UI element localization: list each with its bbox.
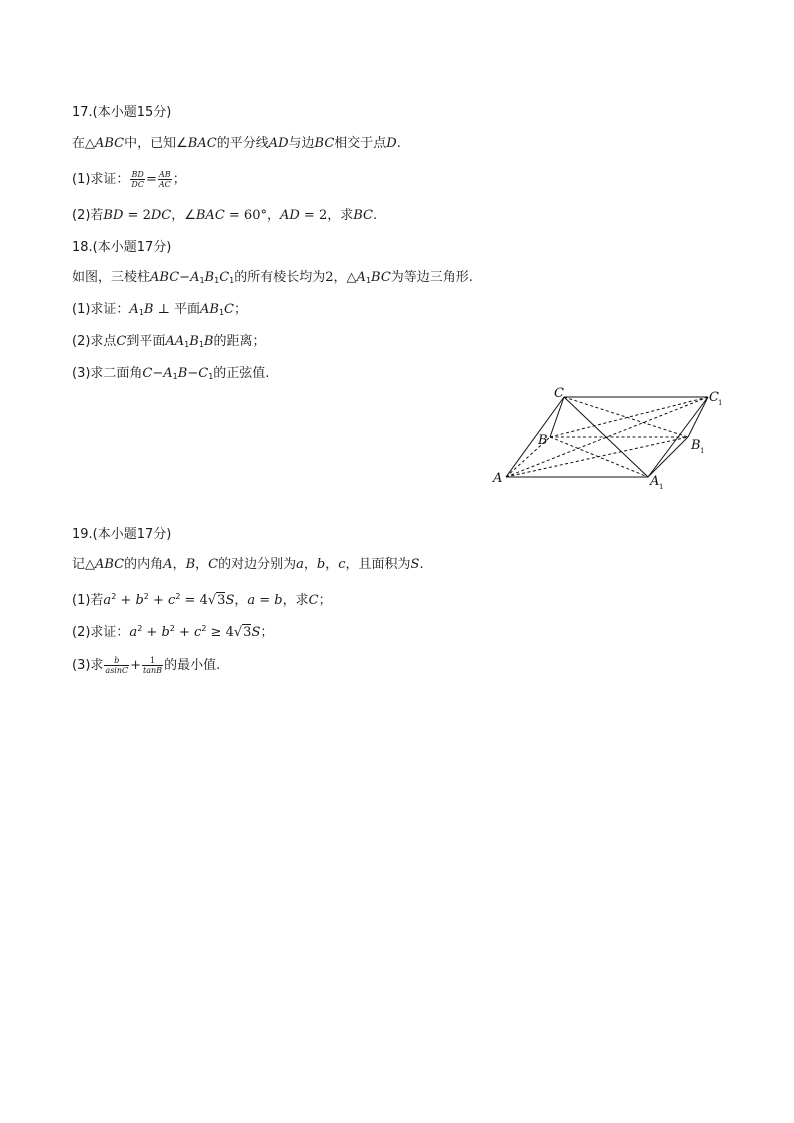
edge-b1-c1 xyxy=(688,397,708,437)
problem-18-q2: (2)求点C到平面$AA_1B_1B$的距离； xyxy=(72,334,266,349)
label-b1-sub: 1 xyxy=(700,447,705,455)
edge-a1-b1 xyxy=(648,437,688,477)
prism-figure xyxy=(488,382,728,492)
edge-b-c1 xyxy=(550,397,708,437)
fraction-bd-dc: $\frac{BD}{DC}$ xyxy=(131,170,144,189)
label-c: C xyxy=(554,386,564,401)
edge-a-b1 xyxy=(506,437,688,477)
problem-19-q3: (3)求 $\frac{b}{asinC}$ + $\frac{1}{\tan B}$ 的最小值. xyxy=(72,656,221,675)
problem-17-header: 17.(本小题15分) xyxy=(72,105,172,120)
label-c1: C xyxy=(709,390,719,405)
problem-19-header: 19.(本小题17分) xyxy=(72,527,172,542)
label-a1: A xyxy=(650,474,660,489)
problem-18-q1: (1)求证：$A_1B$ ⊥ 平面$AB_1C$； xyxy=(72,302,247,317)
problem-19-stem: 记△ABC的内角A，B，C的对边分别为a，b，c，且面积为S. xyxy=(72,557,424,572)
problem-19-q2: (2)求证：$a^2 + b^2 + c^2 \ge 4√3S$； xyxy=(72,624,274,640)
fraction-ab-ac: $\frac{AB}{AC}$ xyxy=(158,170,171,189)
fraction-1-tanb: $\frac{1}{\tan B}$ xyxy=(143,656,163,675)
edge-c-b1 xyxy=(564,397,688,437)
label-c1-sub: 1 xyxy=(718,399,723,407)
edge-a-c xyxy=(506,397,564,477)
problem-17-stem: 在△ABC中，已知∠BAC的平分线AD与边BC相交于点D. xyxy=(72,136,401,151)
problem-17-q2: (2)若BD = 2DC，∠BAC = 60°，AD = 2，求BC. xyxy=(72,208,378,223)
problem-18-q3: (3)求二面角$C-A_1B-C_1$的正弦值. xyxy=(72,366,270,381)
label-b: B xyxy=(538,433,548,448)
fraction-b-asinc: $\frac{b}{asinC}$ xyxy=(105,656,129,675)
problem-18-header: 18.(本小题17分) xyxy=(72,240,172,255)
problem-17-q1: (1)求证： $\frac{BD}{DC}$ = $\frac{AB}{AC}$ ； xyxy=(72,170,186,189)
edge-c-b xyxy=(550,397,564,437)
label-a: A xyxy=(493,471,503,486)
label-a1-sub: 1 xyxy=(659,483,664,491)
label-b1: B xyxy=(691,438,701,453)
problem-18-stem: 如图，三棱柱$ABC-A_1B_1C_1$的所有棱长均为2，$\triangle A_1BC$为等边三角形. xyxy=(72,270,473,285)
problem-19-q1: (1)若$a^2 + b^2 + c^2 = 4√3S$，a = b，求C； xyxy=(72,592,332,608)
